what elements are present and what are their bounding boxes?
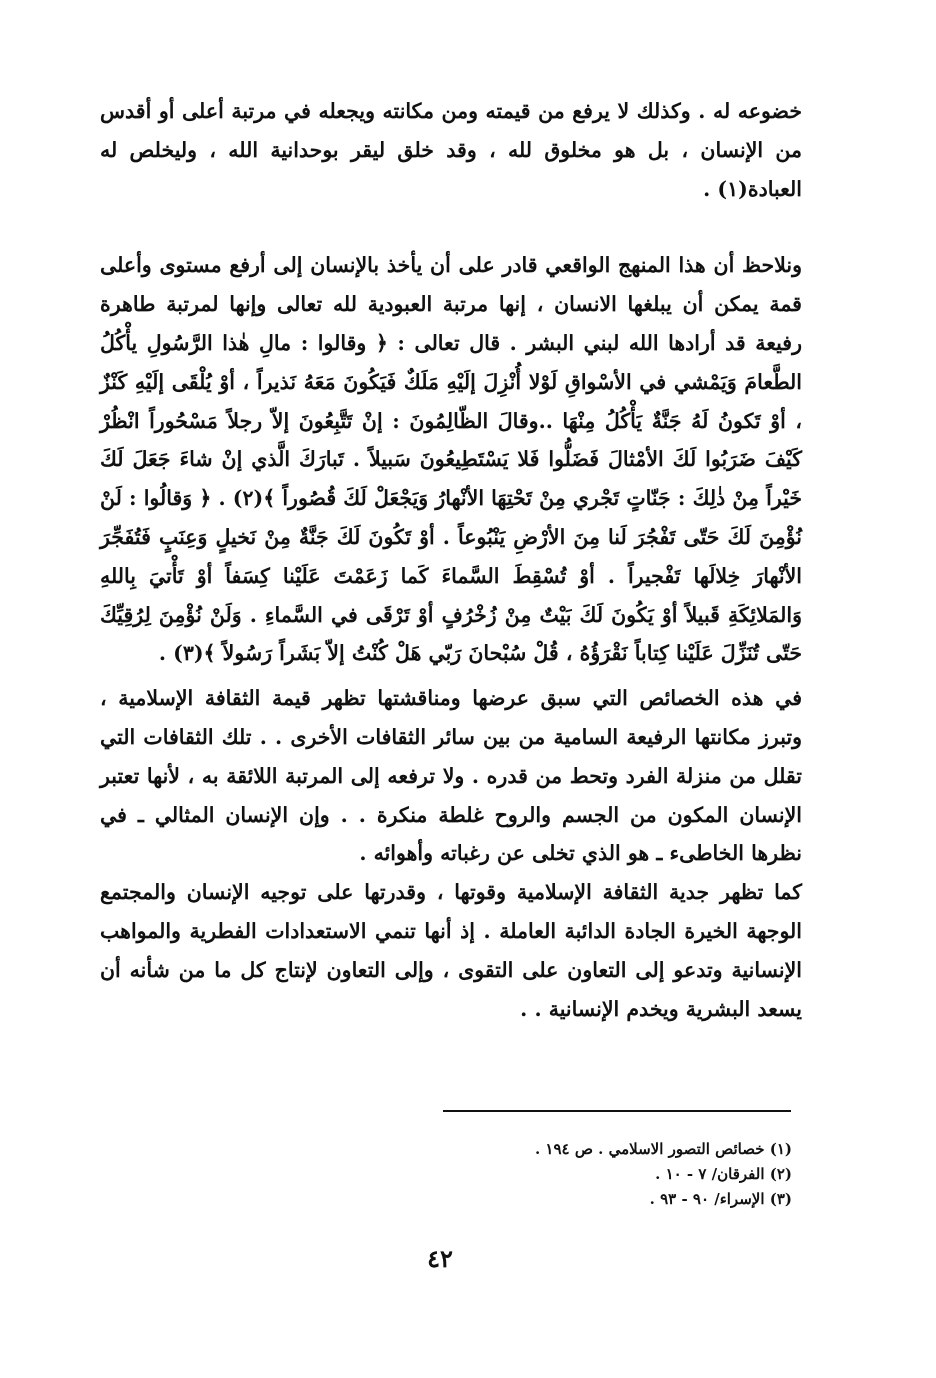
paragraph-3: في هذه الخصائص التي سبق عرضها ومناقشتها تظهر قيمة الثقافة الإسلامية ، وتبرز مكانتها الرفيعة السامية من بين سائر الثقافات الأخرى . . تلك الثقافات التي تقلل من منزلة الفرد وتحط من قدره . ولا ترفعه إلى المرتبة اللائقة به ، لأنها تعتبر الإنسان المكون من الجسم والروح غلطة منكرة . . وإن الإنسان المثالي ـ في نظرها الخاطىء ـ هو الذي تخلى عن رغباته وأهوائه . — [100, 686, 802, 866]
footnote-1: (١) خصائص التصور الاسلامي . ص ١٩٤ . — [534, 1140, 792, 1158]
footnote-2: (٢) الفرقان/ ٧ - ١٠ . — [655, 1165, 792, 1183]
footnote-divider — [443, 1110, 791, 1112]
footnotes — [420, 1137, 792, 1212]
paragraph-1: خضوعه له . وكذلك لا يرفع من قيمته ومن مكانته ويجعله في مرتبة أعلى أو أقدس من الإنسان ، بل هو مخلوق لله ، وقد خلق ليقر بوحدانية الله ، وليخلص له العبادة(١) . — [100, 99, 802, 201]
paragraph-2: ونلاحظ أن هذا المنهج الواقعي قادر على أن يأخذ بالإنسان إلى أرفع مستوى وأعلى قمة يمكن أن يبلغها الانسان ، إنها مرتبة العبودية لله تعالى وإنها لمرتبة طاهرة رفيعة قد أرادها الله لبني البشر . قال تعالى : ﴿ وقالوا : مالِ هٰذا الرَّسُولِ يأْكُلُ الطَّعامَ وَيَمْشي في الأسْواقِ لَوْلا أُنْزِلَ إلَيْهِ مَلَكٌ فَيَكُونَ مَعَهُ نَذيراً ، أوْ يُلْقَى إلَيْهِ كَنْزٌ ، أوْ تَكونُ لَهُ جَنَّةٌ يَأْكُلُ مِنْهَا ..وقالَ الظّالِمُونَ : إنْ تَتَّبِعُونَ إلاّ رجلاً مَسْحُوراً انْظُرْ كَيْفَ ضَرَبُوا لَكَ الأمْثالَ فَضَلُّوا فَلا يَسْتَطِيعُونَ سَبيلاً . تَبارَكَ الَّذي إنْ شاءَ جَعَلَ لَكَ خَيْراً مِنْ ذٰلِكَ : جَنّاتٍ تَجْري مِنْ تَحْتِهَا الأنْهارُ وَيَجْعَلْ لَكَ قُصُوراً ﴾(٢) . ﴿ وَقالُوا : لَنْ نُؤْمِنَ لَكَ حَتّى تَفْجُرَ لَنا مِنَ الأرْضِ يَنْبُوعاً . أوْ تَكُونَ لَكَ جَنَّةٌ مِنْ نَخيلٍ وَعِنَبٍ فَتُفَجِّرَ الأنْهارَ خِلالَها تَفْجيراً . أوْ تُسْقِطَ السَّماءَ كَما زَعَمْتَ عَلَيْنا كِسَفاً أوْ تَأْتيَ بِاللهِ وَالمَلائِكَةِ قَبيلاً أوْ يَكُونَ لَكَ بَيْتٌ مِنْ زُخْرُفٍ أوْ تَرْقَى في السَّماءِ . وَلَنْ نُؤْمِنَ لِرُقِيِّكَ حَتّى تُنَزِّلَ عَلَيْنا كِتاباً نَقْرَؤُهُ ، قُلْ سُبْحانَ رَبّي هَلْ كُنْتُ إلاّ بَشَراً رَسُولاً ﴾(٣) . — [100, 253, 802, 666]
paragraph-4: كما تظهر جدية الثقافة الإسلامية وقوتها ، وقدرتها على توجيه الإنسان والمجتمع الوجهة الخيرة الجادة الدائبة العاملة . إذ أنها تنمي الاستعدادات الفطرية والمواهب الإنسانية وتدعو إلى التعاون على التقوى ، وإلى التعاون لإنتاج كل ما من شأنه أن يسعد البشرية ويخدم الإنسانية . . — [100, 880, 802, 1021]
footnote-3: (٣) الإسراء/ ٩٠ - ٩٣ . — [649, 1190, 792, 1208]
page-number: ٤٢ — [427, 1244, 453, 1273]
body-text — [100, 92, 802, 1028]
